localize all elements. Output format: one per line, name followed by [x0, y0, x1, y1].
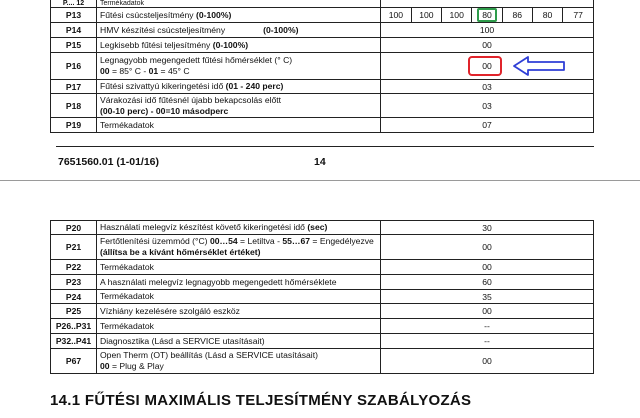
parameter-table-bottom	[50, 220, 594, 374]
param-range: (0-100%)	[263, 24, 299, 35]
page-number: 14	[314, 156, 326, 168]
section-heading: 14.1 FŰTÉSI MAXIMÁLIS TELJESÍTMÉNY SZABÁLYOZÁS	[50, 392, 472, 409]
param-desc: Diagnosztika (Lásd a SERVICE utasításait)	[97, 334, 381, 349]
param-desc: Használati melegvíz készítést követő kikeringetési idő (sec)	[97, 221, 381, 235]
param-desc: Termékadatok	[97, 319, 381, 334]
param-desc-line: Fertőtlenítési üzemmód (°C) 00…54 = Letiltva - 55…67 = Engedélyezve	[100, 236, 374, 246]
param-desc-line: Várakozási idő fűtésnél újabb bekapcsolás előtt	[100, 94, 282, 105]
page-edge-fade	[0, 410, 640, 418]
table-row-p18	[51, 94, 594, 118]
param-desc	[97, 94, 381, 118]
model-value: 100	[411, 8, 441, 22]
param-code: P21	[51, 235, 97, 260]
param-desc	[97, 23, 381, 38]
param-desc: Termékadatok	[97, 0, 381, 8]
param-desc	[97, 235, 381, 260]
table-row-p17	[51, 80, 594, 94]
table-row-p67	[51, 349, 594, 374]
model-value: 77	[563, 8, 593, 22]
param-desc-text: Fűtési csúcsteljesítmény	[100, 9, 196, 20]
param-code: P13	[51, 8, 97, 23]
param-value-multi	[381, 8, 594, 23]
model-value: 86	[502, 8, 532, 22]
model-value: 100	[388, 10, 404, 20]
red-highlight-box	[468, 56, 502, 76]
table-row-p20	[51, 221, 594, 235]
param-value: 00	[381, 349, 594, 374]
param-value: --	[381, 319, 594, 334]
model-value: 80	[532, 8, 562, 22]
param-code: P24	[51, 290, 97, 304]
param-desc: Termékadatok	[97, 290, 381, 304]
table-row-p26-p31	[51, 319, 594, 334]
param-code: P18	[51, 94, 97, 118]
param-code: P15	[51, 38, 97, 53]
param-code: P25	[51, 304, 97, 319]
table-row-p14	[51, 23, 594, 38]
param-range: (0-100%)	[196, 9, 232, 20]
param-code: P26..P31	[51, 319, 97, 334]
param-value: 60	[381, 275, 594, 290]
param-desc	[97, 80, 381, 94]
param-range: (0-100%)	[212, 39, 249, 50]
param-desc-line: 00 = Plug & Play	[100, 361, 164, 371]
param-desc: A használati melegvíz legnagyobb megengedett hőmérséklete	[97, 275, 381, 290]
table-row-p21	[51, 235, 594, 260]
param-desc: Termékadatok	[97, 118, 381, 133]
param-value: 100	[381, 23, 594, 38]
param-desc	[97, 38, 381, 53]
param-code: P20	[51, 221, 97, 235]
table-row-p23	[51, 275, 594, 290]
table-row-p13	[51, 8, 594, 23]
param-value: 03	[381, 94, 594, 118]
param-code: P22	[51, 260, 97, 275]
param-code: P23	[51, 275, 97, 290]
model-value-highlighted	[472, 8, 502, 22]
document-number: 7651560.01 (1-01/16)	[58, 156, 159, 168]
table-row-p32-p41	[51, 334, 594, 349]
table-row-p25	[51, 304, 594, 319]
param-code: P19	[51, 118, 97, 133]
param-code: P67	[51, 349, 97, 374]
param-desc: Termékadatok	[97, 260, 381, 275]
param-desc-line: Open Therm (OT) beállítás (Lásd a SERVICE utasításait)	[100, 350, 318, 360]
param-value: 00	[381, 235, 594, 260]
model-values	[381, 8, 593, 22]
param-desc	[97, 349, 381, 374]
green-highlight-box: 80	[477, 8, 497, 22]
param-desc	[97, 53, 381, 80]
param-code: P14	[51, 23, 97, 38]
table-row	[51, 0, 594, 8]
param-range: (01 - 240 perc)	[225, 81, 284, 91]
param-code: P.... 12	[51, 0, 97, 8]
param-desc-line: (00-10 perc) - 00=10 másodperc	[100, 105, 229, 116]
param-value: 00	[381, 304, 594, 319]
model-value: 100	[442, 8, 472, 22]
param-desc	[97, 8, 381, 23]
param-desc: Vízhiány kezelésére szolgáló eszköz	[97, 304, 381, 319]
table-row-p24	[51, 290, 594, 304]
param-desc-text: Legkisebb fűtési teljesítmény	[100, 39, 213, 50]
param-desc-line: 00 = 85° C - 01 = 45° C	[100, 66, 190, 76]
footer-rule	[56, 146, 594, 147]
param-desc-text: HMV készítési csúcsteljesítmény	[100, 24, 226, 35]
param-value: 07	[381, 118, 594, 133]
param-value: 30	[381, 221, 594, 235]
param-code: P32..P41	[51, 334, 97, 349]
param-code: P17	[51, 80, 97, 94]
table-row-p19	[51, 118, 594, 133]
param-desc-text: Fűtési szivattyú kikeringetési idő	[100, 81, 226, 91]
param-value: 00	[381, 38, 594, 53]
param-desc-line: (állítsa be a kívánt hőmérséklet értéket)	[100, 247, 261, 257]
param-value: 35	[381, 290, 594, 304]
param-value	[381, 0, 594, 8]
param-code: P16	[51, 53, 97, 80]
param-desc-line: Legnagyobb megengedett fűtési hőmérséklet (° C)	[100, 55, 293, 65]
table-row-p22	[51, 260, 594, 275]
left-arrow-icon	[512, 55, 566, 77]
param-value: --	[381, 334, 594, 349]
param-value: 03	[381, 80, 594, 94]
param-value: 00	[381, 53, 594, 80]
table-row-p15	[51, 38, 594, 53]
param-value: 00	[381, 260, 594, 275]
